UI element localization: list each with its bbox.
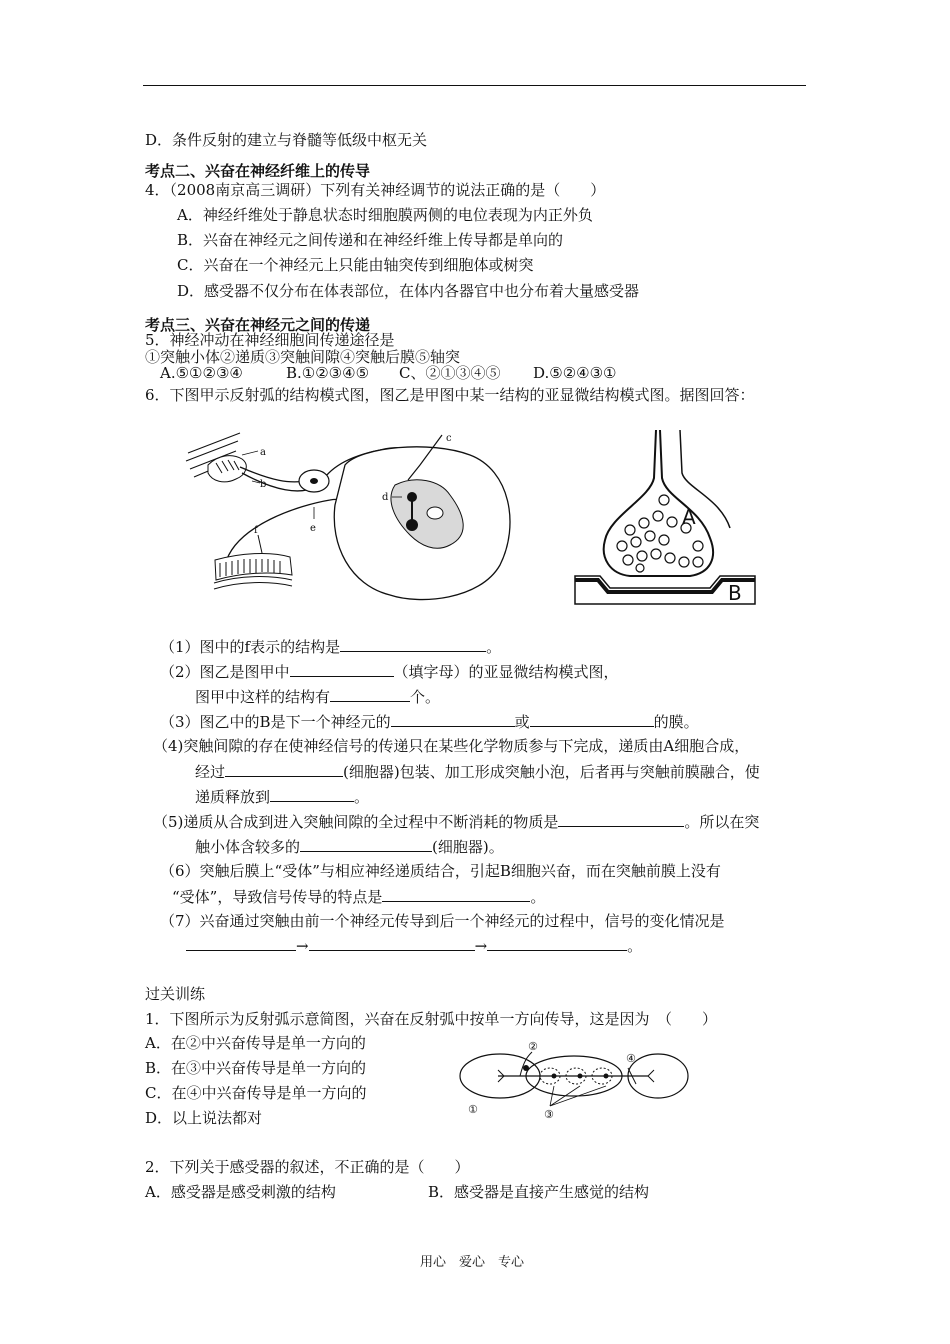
q4-option-b: B．兴奋在神经元之间传递和在神经纤维上传导都是单向的 <box>177 231 564 249</box>
q6-p2b: 图甲中这样的结构有 个。 <box>195 688 441 706</box>
q6-p4a: （4)突触间隙的存在使神经信号的传递只在某些化学物质参与下完成，递质由A细胞合成， <box>153 737 750 755</box>
fig-label-A: A <box>682 505 696 529</box>
synapse-figure <box>570 428 760 608</box>
q4-option-c: C．兴奋在一个神经元上只能由轴突传到细胞体或树突 <box>177 256 534 274</box>
q4-option-d: D．感受器不仅分布在体表部位，在体内各器官中也分布着大量感受器 <box>177 282 640 300</box>
q6-p5b: 触小体含较多的 (细胞器)。 <box>195 838 504 856</box>
q6-p3: （3）图乙中的B是下一个神经元的 或 的膜。 <box>160 713 699 731</box>
q5-option-c: C、②①③④⑤ <box>399 364 501 382</box>
fig2-label-2: ② <box>528 1040 538 1053</box>
fig-label-B: B <box>728 581 742 605</box>
q4-option-a: A．神经纤维处于静息状态时细胞膜两侧的电位表现为内正外负 <box>177 206 593 224</box>
q5-stem: 5．神经冲动在神经细胞间传递途径是 <box>145 331 395 349</box>
q6-p7b: → → 。 <box>186 936 642 955</box>
option-d-prev: D．条件反射的建立与脊髓等低级中枢无关 <box>145 131 428 149</box>
fig2-label-1: ① <box>468 1103 478 1116</box>
t-q2-stem: 2．下列关于感受器的叙述，不正确的是（ ） <box>145 1158 470 1176</box>
fig2-label-3: ③ <box>544 1108 554 1121</box>
fig-label-c: c <box>446 433 452 444</box>
q6-p6a: （6）突触后膜上“受体”与相应神经递质结合，引起B细胞兴奋，而在突触前膜上没有 <box>160 862 721 880</box>
fig-label-a: a <box>260 447 266 458</box>
fig-label-f: f <box>254 525 258 536</box>
q6-p1: （1）图中的f表示的结构是 。 <box>160 638 502 656</box>
q6-p5a: （5)递质从合成到进入突触间隙的全过程中不断消耗的物质是 。所以在突 <box>153 813 760 831</box>
q6-p4b: 经过 (细胞器)包装、加工形成突触小泡，后者再与突触前膜融合，使 <box>195 763 760 781</box>
t-q2-option-b: B．感受器是直接产生感觉的结构 <box>428 1183 650 1201</box>
q5-option-b: B.①②③④⑤ <box>286 364 370 382</box>
q6-stem: 6．下图甲示反射弧的结构模式图，图乙是甲图中某一结构的亚显微结构模式图。据图回答： <box>145 386 755 404</box>
q6-p7a: （7）兴奋通过突触由前一个神经元传导到后一个神经元的过程中，信号的变化情况是 <box>160 912 725 930</box>
t-q1-option-b: B．在③中兴奋传导是单一方向的 <box>145 1059 367 1077</box>
q5-option-d: D.⑤②④③① <box>533 364 617 382</box>
q6-p4c: 递质释放到 。 <box>195 788 370 806</box>
simple-reflex-arc-figure <box>458 1040 690 1120</box>
t-q2-option-a: A．感受器是感受刺激的结构 <box>145 1183 336 1201</box>
header-rule <box>143 85 806 86</box>
t-q1-option-c: C．在④中兴奋传导是单一方向的 <box>145 1084 367 1102</box>
t-q1-stem: 1．下图所示为反射弧示意简图，兴奋在反射弧中按单一方向传导，这是因为 （ ） <box>145 1010 718 1028</box>
t-q1-option-a: A．在②中兴奋传导是单一方向的 <box>145 1034 366 1052</box>
t-q1-option-d: D．以上说法都对 <box>145 1109 263 1127</box>
training-heading: 过关训练 <box>145 985 206 1003</box>
fig-label-d: d <box>382 492 389 503</box>
q4-stem: 4．（2008南京高三调研）下列有关神经调节的说法正确的是（ ） <box>145 181 606 199</box>
q5-items: ①突触小体②递质③突触间隙④突触后膜⑤轴突 <box>145 348 461 366</box>
q6-p6b: “受体”，导致信号传导的特点是 。 <box>172 888 546 906</box>
reflex-arc-figure <box>180 425 520 625</box>
fig2-label-4: ④ <box>626 1052 636 1065</box>
fig-label-b: b <box>260 479 267 490</box>
section2-heading: 考点二、兴奋在神经纤维上的传导 <box>145 162 371 180</box>
q5-option-a: A.⑤①②③④ <box>160 364 243 382</box>
page-footer: 用心 爱心 专心 <box>420 1255 525 1270</box>
section3-heading: 考点三、兴奋在神经元之间的传递 <box>145 316 371 334</box>
q6-p2a: （2）图乙是图甲中 （填字母）的亚显微结构模式图， <box>160 663 619 681</box>
fig-label-e: e <box>310 523 316 534</box>
